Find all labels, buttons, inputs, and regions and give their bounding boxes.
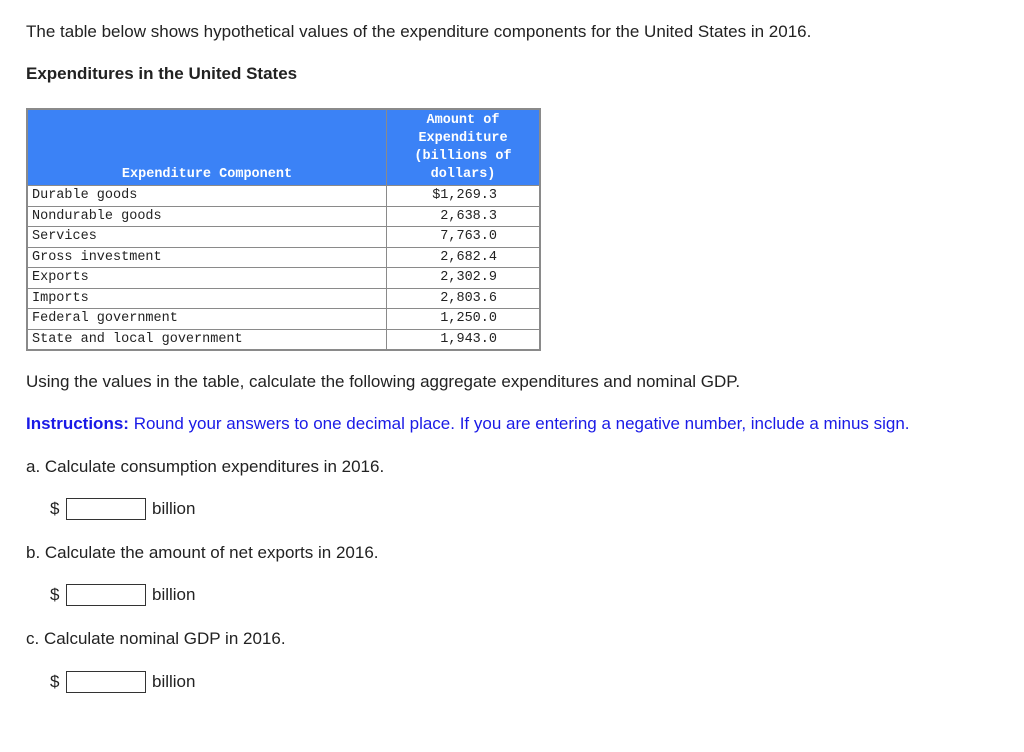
component-cell: Imports [27, 288, 387, 309]
table-title: Expenditures in the United States [26, 64, 298, 83]
amount-cell: 7,763.0 [387, 227, 541, 248]
part-b-question: b. Calculate the amount of net exports in 2016. [26, 543, 379, 562]
question-intro-text: Using the values in the table, calculate the following aggregate expenditures and nominal GDP. [26, 372, 741, 391]
instructions-text [26, 414, 910, 434]
header-amount-line: dollars) [430, 167, 496, 182]
component-cell: Gross investment [27, 247, 387, 268]
table-row [27, 227, 540, 248]
table-row [27, 309, 540, 330]
dollar-sign: $ [50, 672, 60, 691]
component-cell: Exports [27, 268, 387, 289]
table-row [27, 268, 540, 289]
header-amount-line: Amount of [426, 113, 500, 128]
header-amount-line: Expenditure [418, 131, 508, 146]
nominal-gdp-answer-input[interactable] [66, 671, 146, 693]
amount-cell: 2,803.6 [387, 288, 541, 309]
table-header-row [27, 109, 540, 186]
part-a-answer-row [50, 496, 195, 522]
part-c-answer-row [50, 669, 195, 695]
amount-cell: 1,943.0 [387, 329, 541, 350]
table-row [27, 329, 540, 350]
amount-cell: 2,302.9 [387, 268, 541, 289]
component-cell: Services [27, 227, 387, 248]
table-row [27, 206, 540, 227]
component-cell: Nondurable goods [27, 206, 387, 227]
amount-cell: 1,250.0 [387, 309, 541, 330]
component-cell: Federal government [27, 309, 387, 330]
component-cell: State and local government [27, 329, 387, 350]
table-row [27, 247, 540, 268]
table-row [27, 186, 540, 207]
net-exports-answer-input[interactable] [66, 584, 146, 606]
intro-text: The table below shows hypothetical values of the expenditure components for the United States in 2016. [26, 22, 812, 41]
dollar-sign: $ [50, 499, 60, 518]
part-b-answer-row [50, 582, 195, 608]
instructions-label: Instructions: [26, 414, 129, 433]
part-a-question: a. Calculate consumption expenditures in 2016. [26, 457, 385, 476]
part-c-question: c. Calculate nominal GDP in 2016. [26, 629, 286, 648]
billion-unit-label: billion [152, 672, 196, 691]
header-expenditure-component: Expenditure Component [27, 109, 387, 186]
consumption-answer-input[interactable] [66, 498, 146, 520]
expenditures-table [26, 108, 541, 351]
amount-cell: 2,682.4 [387, 247, 541, 268]
amount-cell: $1,269.3 [387, 186, 541, 207]
header-amount-line: (billions of [414, 149, 512, 164]
instructions-body: Round your answers to one decimal place. If you are entering a negative number, include a minus sign. [133, 414, 910, 433]
dollar-sign: $ [50, 585, 60, 604]
amount-cell: 2,638.3 [387, 206, 541, 227]
billion-unit-label: billion [152, 585, 196, 604]
component-cell: Durable goods [27, 186, 387, 207]
table-row [27, 288, 540, 309]
billion-unit-label: billion [152, 499, 196, 518]
header-amount-of-expenditure [387, 109, 541, 186]
